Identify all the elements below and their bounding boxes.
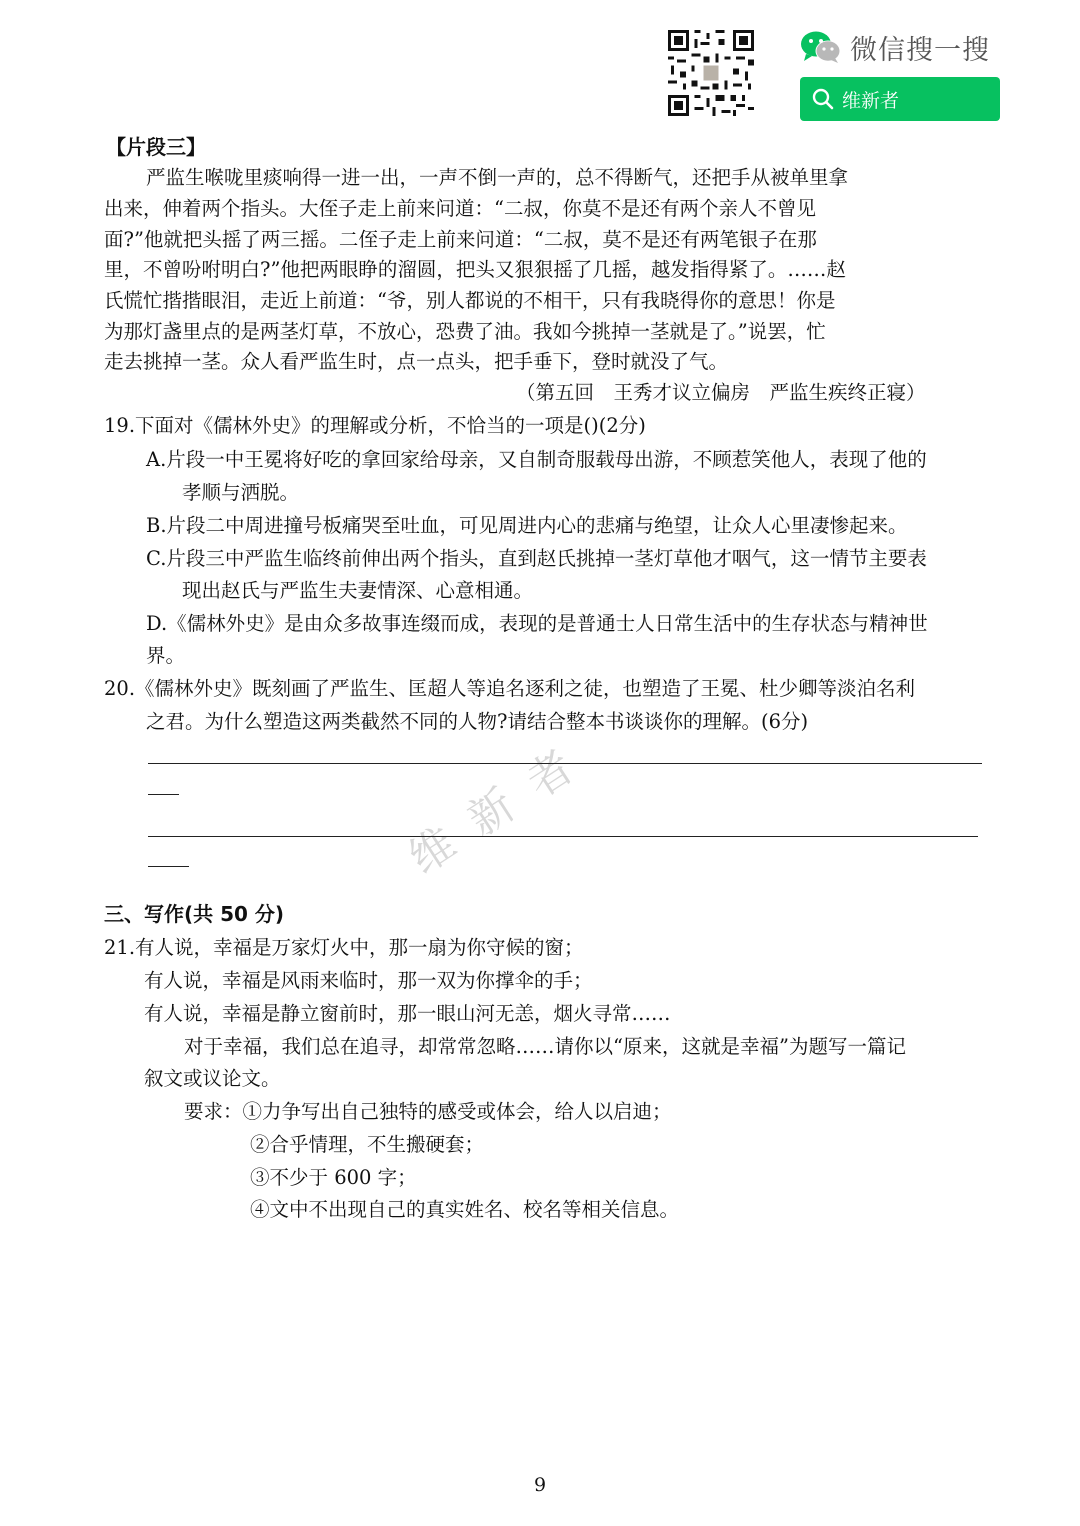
question-21-line: 有人说，幸福是风雨来临时，那一双为你撑伞的手； [144,969,593,992]
answer-line[interactable] [148,836,978,837]
answer-line[interactable] [148,866,189,867]
question-21-line: 有人说，幸福是静立窗前时，那一眼山河无恙，烟火寻常…… [144,1002,671,1025]
option-a-cont: 孝顺与洒脱。 [182,481,300,504]
watermark: 维新者 [400,727,605,885]
option-c: C.片段三中严监生临终前伸出两个指头，直到赵氏挑掉一茎灯草他才咽气，这一情节主要表 [146,547,927,570]
option-b: B.片段二中周进撞号板痛哭至吐血，可见周进内心的悲痛与绝望，让众人心里凄惨起来。 [146,514,908,537]
requirement-4: ④文中不出现自己的真实姓名、校名等相关信息。 [250,1198,680,1221]
search-button[interactable] [800,77,1000,121]
question-21-line: 叙文或议论文。 [144,1067,281,1090]
excerpt-line: 氏慌忙揩揩眼泪，走近上前道：“爷，别人都说的不相干，只有我晓得你的意思！你是 [104,289,836,312]
excerpt-line: 为那灯盏里点的是两茎灯草，不放心，恐费了油。我如今挑掉一茎就是了。”说罢，忙 [104,320,826,343]
excerpt-line: 严监生喉咙里痰响得一进一出，一声不倒一声的，总不得断气，还把手从被单里拿 [146,166,849,189]
section-title-writing: 三、写作(共 50 分) [104,902,285,926]
question-20-stem: 20.《儒林外史》既刻画了严监生、匡超人等追名逐利之徒，也塑造了王冕、杜少卿等淡泊名利 [104,677,916,700]
excerpt-title: 【片段三】 [106,135,206,159]
search-text: 维新者 [842,89,900,112]
answer-line[interactable] [148,794,179,795]
excerpt-line: 出来，伸着两个指头。大侄子走上前来问道：“二叔，你莫不是还有两个亲人不曾见 [104,197,816,220]
requirement-1: 要求：①力争写出自己独特的感受或体会，给人以启迪； [184,1100,672,1123]
wechat-icon [800,30,842,64]
option-d-cont: 界。 [146,644,186,667]
question-21-line: 21.有人说，幸福是万家灯火中，那一扇为你守候的窗； [104,936,584,959]
wechat-search-brand [800,26,990,68]
brand-title: 微信搜一搜 [850,34,990,66]
requirement-2: ②合乎情理，不生搬硬套； [250,1133,485,1156]
qr-code [668,30,754,116]
excerpt-line: 面?”他就把头摇了两三摇。二侄子走上前来问道：“二叔，莫不是还有两笔银子在那 [104,228,817,251]
question-21-line: 对于幸福，我们总在追寻，却常常忽略……请你以“原来，这就是幸福”为题写一篇记 [184,1035,906,1058]
excerpt-line: 里，不曾吩咐明白?”他把两眼睁的溜圆，把头又狠狠摇了几摇，越发指得紧了。……赵 [104,258,846,281]
excerpt-line: 走去挑掉一茎。众人看严监生时，点一点头，把手垂下，登时就没了气。 [104,350,729,373]
question-19-stem: 19.下面对《儒林外史》的理解或分析，不恰当的一项是()(2分) [104,414,646,437]
option-d: D.《儒林外史》是由众多故事连缀而成，表现的是普通士人日常生活中的生存状态与精神世 [146,612,928,635]
requirement-3: ③不少于 600 字； [250,1166,417,1189]
page-number: 9 [533,1474,547,1496]
option-c-cont: 现出赵氏与严监生夫妻情深、心意相通。 [182,579,534,602]
question-20-stem-cont: 之君。为什么塑造这两类截然不同的人物?请结合整本书谈谈你的理解。(6分) [146,710,809,733]
search-icon [812,88,834,110]
excerpt-source: （第五回 王秀才议立偏房 严监生疾终正寝） [516,381,926,404]
option-a: A.片段一中王冕将好吃的拿回家给母亲，又自制奇服载母出游，不顾惹笑他人，表现了他的 [146,448,927,471]
answer-line[interactable] [148,763,982,764]
